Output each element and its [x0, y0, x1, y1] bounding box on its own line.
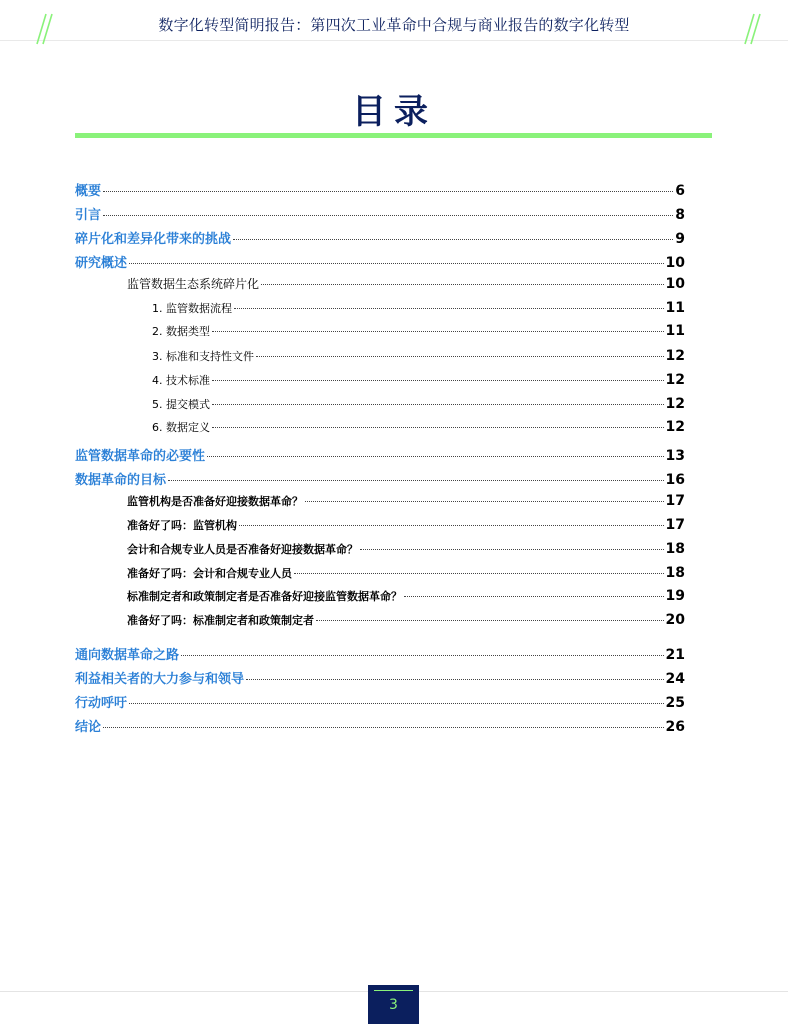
- toc-entry[interactable]: [127, 612, 685, 628]
- toc-entry-page: 13: [665, 448, 685, 464]
- toc-entry-label: 行动呼吁: [75, 696, 128, 711]
- toc-entry[interactable]: [75, 445, 685, 464]
- toc-entry-page: 11: [665, 323, 685, 339]
- toc-entry[interactable]: [152, 396, 685, 412]
- toc-entry[interactable]: [127, 541, 685, 557]
- toc-entry-label: 监管机构是否准备好迎接数据革命？: [127, 495, 303, 508]
- toc-entry[interactable]: [75, 204, 685, 223]
- toc-entry[interactable]: [152, 323, 685, 339]
- toc-entry-page: 12: [665, 372, 685, 388]
- toc-entry-label: 引言: [75, 208, 102, 223]
- toc-entry-label: 通向数据革命之路: [75, 648, 180, 663]
- page-number: 3: [389, 996, 398, 1013]
- toc-entry-page: 10: [665, 255, 685, 271]
- toc-entry[interactable]: [75, 668, 685, 687]
- dot-leader: [294, 573, 664, 574]
- dot-leader: [246, 679, 664, 680]
- toc-entry-label: 会计和合规专业人员是否准备好迎接数据革命？: [127, 543, 358, 556]
- dot-leader: [212, 331, 664, 332]
- toc-entry[interactable]: [152, 372, 685, 388]
- toc-entry-page: 12: [665, 348, 685, 364]
- toc-entry[interactable]: [127, 588, 685, 604]
- dot-leader: [212, 404, 664, 405]
- dot-leader: [360, 549, 664, 550]
- dot-leader: [103, 191, 673, 192]
- dot-leader: [256, 356, 664, 357]
- dot-leader: [212, 427, 664, 428]
- dot-leader: [233, 239, 673, 240]
- toc-entry[interactable]: [127, 565, 685, 581]
- dot-leader: [261, 284, 664, 285]
- toc-entry-page: 20: [665, 612, 685, 628]
- toc-entry-page: 6: [675, 183, 685, 199]
- toc-entry[interactable]: [127, 493, 685, 509]
- toc-entry[interactable]: [152, 300, 685, 316]
- toc-entry-page: 26: [665, 719, 685, 735]
- toc-entry-label: 准备好了吗：监管机构: [127, 519, 237, 532]
- toc-entry-page: 18: [665, 541, 685, 557]
- dot-leader: [103, 727, 664, 728]
- toc-entry[interactable]: [127, 517, 685, 533]
- toc-entry-label: 监管数据革命的必要性: [75, 449, 206, 464]
- toc-title: 目录: [352, 92, 436, 132]
- toc-entry-page: 10: [665, 276, 685, 292]
- dot-leader: [207, 456, 664, 457]
- toc-entry-label: 准备好了吗：会计和合规专业人员: [127, 567, 292, 580]
- toc-entry-label: 概要: [75, 184, 102, 199]
- toc-entry-label: 标准制定者和政策制定者是否准备好迎接监管数据革命？: [127, 590, 402, 603]
- toc-entry-label: 碎片化和差异化带来的挑战: [75, 232, 232, 247]
- toc-entry-page: 19: [665, 588, 685, 604]
- dot-leader: [129, 703, 664, 704]
- toc-entry-label: 3. 标准和支持性文件: [152, 350, 254, 363]
- toc-entry-page: 12: [665, 419, 685, 435]
- toc-entry-page: 11: [665, 300, 685, 316]
- toc-entry[interactable]: [152, 419, 685, 435]
- toc-entry-page: 17: [665, 517, 685, 533]
- dot-leader: [129, 263, 664, 264]
- toc-entry-label: 5. 提交模式: [152, 398, 210, 411]
- dot-leader: [103, 215, 673, 216]
- toc-entry-label: 利益相关者的大力参与和领导: [75, 672, 245, 687]
- toc-entry-page: 21: [665, 647, 685, 663]
- toc-entry-page: 16: [665, 472, 685, 488]
- toc-entry[interactable]: [152, 348, 685, 364]
- double-slash-icon: [34, 12, 58, 46]
- toc-entry-page: 18: [665, 565, 685, 581]
- dot-leader: [168, 480, 664, 481]
- toc-entry-page: 24: [665, 671, 685, 687]
- toc-entry[interactable]: [75, 228, 685, 247]
- toc-entry-label: 准备好了吗：标准制定者和政策制定者: [127, 614, 314, 627]
- toc-entry[interactable]: [75, 180, 685, 199]
- dot-leader: [404, 596, 664, 597]
- toc-entry-page: 25: [665, 695, 685, 711]
- double-slash-icon: [742, 12, 766, 46]
- dot-leader: [212, 380, 664, 381]
- dot-leader: [181, 655, 664, 656]
- toc-entry-label: 研究概述: [75, 256, 128, 271]
- toc-entry-page: 9: [675, 231, 685, 247]
- dot-leader: [239, 525, 664, 526]
- toc-entry-page: 12: [665, 396, 685, 412]
- dot-leader: [316, 620, 664, 621]
- toc-entry-label: 结论: [75, 720, 102, 735]
- toc-entry[interactable]: [75, 716, 685, 735]
- toc-entry-label: 监管数据生态系统碎片化: [127, 277, 260, 291]
- toc-entry-label: 4. 技术标准: [152, 374, 210, 387]
- toc-entry[interactable]: [75, 644, 685, 663]
- toc-entry-label: 数据革命的目标: [75, 473, 167, 488]
- toc-entry[interactable]: [75, 252, 685, 271]
- toc-entry-label: 2. 数据类型: [152, 325, 210, 338]
- table-of-contents: [75, 0, 685, 800]
- toc-entry-label: 1. 监管数据流程: [152, 302, 232, 315]
- page-number-badge: [368, 985, 419, 1024]
- dot-leader: [305, 501, 664, 502]
- toc-entry[interactable]: [127, 275, 685, 292]
- toc-entry-label: 6. 数据定义: [152, 421, 210, 434]
- header-title: 数字化转型简明报告：第四次工业革命中合规与商业报告的数字化转型: [158, 16, 630, 34]
- toc-entry[interactable]: [75, 469, 685, 488]
- dot-leader: [234, 308, 664, 309]
- toc-entry-page: 8: [675, 207, 685, 223]
- toc-entry[interactable]: [75, 692, 685, 711]
- toc-entry-page: 17: [665, 493, 685, 509]
